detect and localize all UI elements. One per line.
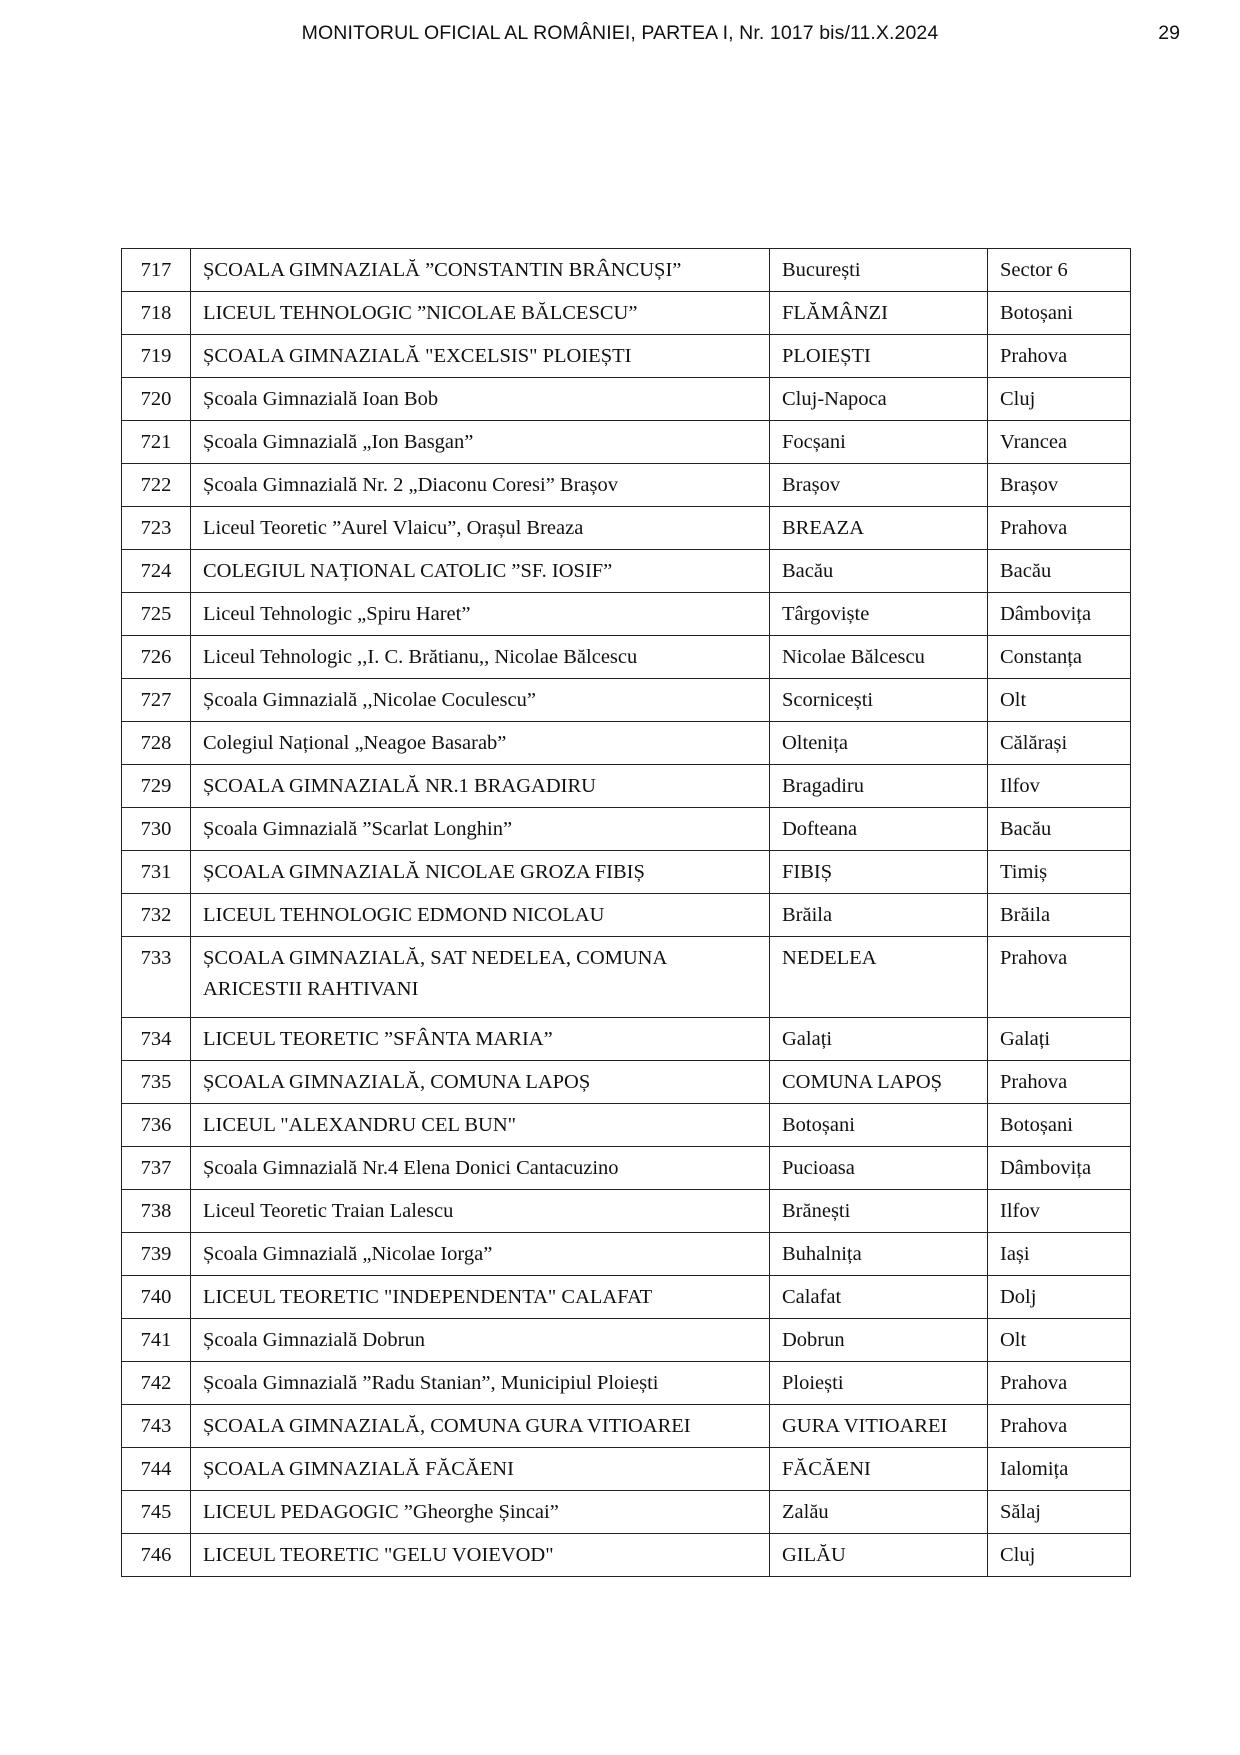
school-name-line: ȘCOALA GIMNAZIALĂ, COMUNA GURA VITIOAREI — [203, 1415, 691, 1437]
county-cell: Ilfov — [988, 1190, 1131, 1233]
row-number-cell: 743 — [122, 1405, 191, 1448]
row-number-cell: 729 — [122, 765, 191, 808]
table-row — [122, 808, 1131, 851]
table-row — [122, 1362, 1131, 1405]
row-number-cell: 736 — [122, 1104, 191, 1147]
locality-cell: PLOIEȘTI — [770, 335, 988, 378]
row-number-cell: 726 — [122, 636, 191, 679]
table-row — [122, 894, 1131, 937]
county-cell: Botoșani — [988, 1104, 1131, 1147]
locality-cell: Botoșani — [770, 1104, 988, 1147]
county-cell: Olt — [988, 1319, 1131, 1362]
table-row — [122, 1190, 1131, 1233]
county-cell: Bacău — [988, 550, 1131, 593]
row-number-cell: 719 — [122, 335, 191, 378]
table-row — [122, 292, 1131, 335]
row-number-cell: 742 — [122, 1362, 191, 1405]
row-number-cell: 731 — [122, 851, 191, 894]
row-number-cell: 733 — [122, 937, 191, 1018]
row-number-cell: 727 — [122, 679, 191, 722]
locality-cell: Scornicești — [770, 679, 988, 722]
locality-cell: FIBIȘ — [770, 851, 988, 894]
school-name-line: ARICESTII RAHTIVANI — [203, 978, 419, 1000]
county-cell: Olt — [988, 679, 1131, 722]
school-name-line: ȘCOALA GIMNAZIALĂ FĂCĂENI — [203, 1458, 514, 1480]
county-cell: Bacău — [988, 808, 1131, 851]
locality-cell: GILĂU — [770, 1534, 988, 1577]
locality-cell: Pucioasa — [770, 1147, 988, 1190]
school-name-line: Școala Gimnazială „Nicolae Iorga” — [203, 1243, 493, 1265]
school-name-cell — [191, 1276, 770, 1319]
school-name-cell — [191, 808, 770, 851]
row-number-cell: 738 — [122, 1190, 191, 1233]
table-row — [122, 507, 1131, 550]
county-cell: Prahova — [988, 1061, 1131, 1104]
school-name-cell — [191, 894, 770, 937]
school-name-line: LICEUL TEORETIC "GELU VOIEVOD" — [203, 1544, 554, 1566]
row-number-cell: 740 — [122, 1276, 191, 1319]
school-name-cell — [191, 722, 770, 765]
table-row — [122, 1405, 1131, 1448]
row-number-cell: 717 — [122, 249, 191, 292]
locality-cell: Târgoviște — [770, 593, 988, 636]
school-name-line: Liceul Tehnologic „Spiru Haret” — [203, 603, 471, 625]
county-cell: Brașov — [988, 464, 1131, 507]
school-name-cell — [191, 550, 770, 593]
table-row — [122, 1147, 1131, 1190]
locality-cell: Brănești — [770, 1190, 988, 1233]
county-cell: Prahova — [988, 335, 1131, 378]
row-number-cell: 737 — [122, 1147, 191, 1190]
school-name-cell — [191, 421, 770, 464]
county-cell: Prahova — [988, 507, 1131, 550]
school-name-cell — [191, 1190, 770, 1233]
school-name-line: Școala Gimnazială Ioan Bob — [203, 388, 439, 410]
row-number-cell: 722 — [122, 464, 191, 507]
table-row — [122, 1061, 1131, 1104]
table-row — [122, 722, 1131, 765]
schools-table-body — [122, 249, 1131, 1577]
school-name-cell — [191, 1233, 770, 1276]
row-number-cell: 732 — [122, 894, 191, 937]
county-cell: Sector 6 — [988, 249, 1131, 292]
table-row — [122, 550, 1131, 593]
table-row — [122, 636, 1131, 679]
locality-cell: Focșani — [770, 421, 988, 464]
table-row — [122, 1319, 1131, 1362]
school-name-line: Colegiul Național „Neagoe Basarab” — [203, 732, 507, 754]
school-name-cell — [191, 1104, 770, 1147]
county-cell: Ilfov — [988, 765, 1131, 808]
school-name-cell — [191, 1061, 770, 1104]
county-cell: Galați — [988, 1018, 1131, 1061]
table-row — [122, 937, 1131, 1018]
locality-cell: Calafat — [770, 1276, 988, 1319]
row-number-cell: 730 — [122, 808, 191, 851]
locality-cell: COMUNA LAPOȘ — [770, 1061, 988, 1104]
school-name-cell — [191, 679, 770, 722]
school-name-cell — [191, 1534, 770, 1577]
row-number-cell: 718 — [122, 292, 191, 335]
locality-cell: FLĂMÂNZI — [770, 292, 988, 335]
locality-cell: Oltenița — [770, 722, 988, 765]
schools-table — [121, 248, 1131, 1577]
school-name-line: Liceul Tehnologic ,,I. C. Brătianu,, Nicolae Bălcescu — [203, 646, 638, 668]
table-row — [122, 421, 1131, 464]
row-number-cell: 739 — [122, 1233, 191, 1276]
county-cell: Călărași — [988, 722, 1131, 765]
school-name-cell — [191, 378, 770, 421]
table-row — [122, 1233, 1131, 1276]
row-number-cell: 734 — [122, 1018, 191, 1061]
row-number-cell: 724 — [122, 550, 191, 593]
locality-cell: Bragadiru — [770, 765, 988, 808]
row-number-cell: 725 — [122, 593, 191, 636]
table-row — [122, 249, 1131, 292]
locality-cell: NEDELEA — [770, 937, 988, 1018]
table-row — [122, 1491, 1131, 1534]
school-name-cell — [191, 507, 770, 550]
school-name-cell — [191, 1147, 770, 1190]
row-number-cell: 744 — [122, 1448, 191, 1491]
locality-cell: Dofteana — [770, 808, 988, 851]
school-name-cell — [191, 937, 770, 1018]
school-name-cell — [191, 636, 770, 679]
locality-cell: București — [770, 249, 988, 292]
locality-cell: FĂCĂENI — [770, 1448, 988, 1491]
school-name-line: ȘCOALA GIMNAZIALĂ NR.1 BRAGADIRU — [203, 775, 596, 797]
school-name-line: LICEUL TEORETIC "INDEPENDENTA" CALAFAT — [203, 1286, 653, 1308]
school-name-line: Școala Gimnazială Nr. 2 „Diaconu Coresi” Brașov — [203, 474, 618, 496]
row-number-cell: 720 — [122, 378, 191, 421]
county-cell: Brăila — [988, 894, 1131, 937]
locality-cell: Dobrun — [770, 1319, 988, 1362]
locality-cell: Nicolae Bălcescu — [770, 636, 988, 679]
table-row — [122, 335, 1131, 378]
row-number-cell: 735 — [122, 1061, 191, 1104]
table-row — [122, 378, 1131, 421]
school-name-cell — [191, 1018, 770, 1061]
row-number-cell: 723 — [122, 507, 191, 550]
county-cell: Ialomița — [988, 1448, 1131, 1491]
school-name-cell — [191, 249, 770, 292]
school-name-line: LICEUL "ALEXANDRU CEL BUN" — [203, 1114, 517, 1136]
table-row — [122, 1448, 1131, 1491]
school-name-cell — [191, 292, 770, 335]
locality-cell: Brașov — [770, 464, 988, 507]
locality-cell: BREAZA — [770, 507, 988, 550]
school-name-cell — [191, 464, 770, 507]
county-cell: Vrancea — [988, 421, 1131, 464]
county-cell: Dâmbovița — [988, 1147, 1131, 1190]
county-cell: Dolj — [988, 1276, 1131, 1319]
school-name-line: Școala Gimnazială ”Scarlat Longhin” — [203, 818, 513, 840]
county-cell: Cluj — [988, 378, 1131, 421]
locality-cell: Galați — [770, 1018, 988, 1061]
school-name-line: Școala Gimnazială Nr.4 Elena Donici Cantacuzino — [203, 1157, 619, 1179]
school-name-line: COLEGIUL NAȚIONAL CATOLIC ”SF. IOSIF” — [203, 560, 613, 582]
school-name-cell — [191, 851, 770, 894]
school-name-cell — [191, 765, 770, 808]
school-name-line: LICEUL TEORETIC ”SFÂNTA MARIA” — [203, 1028, 553, 1050]
school-name-cell — [191, 1405, 770, 1448]
county-cell: Dâmbovița — [988, 593, 1131, 636]
locality-cell: Brăila — [770, 894, 988, 937]
county-cell: Prahova — [988, 1405, 1131, 1448]
county-cell: Cluj — [988, 1534, 1131, 1577]
table-row — [122, 1534, 1131, 1577]
row-number-cell: 746 — [122, 1534, 191, 1577]
school-name-line: ȘCOALA GIMNAZIALĂ, COMUNA LAPOȘ — [203, 1071, 591, 1093]
row-number-cell: 741 — [122, 1319, 191, 1362]
county-cell: Botoșani — [988, 292, 1131, 335]
school-name-cell — [191, 1319, 770, 1362]
school-name-line: LICEUL TEHNOLOGIC EDMOND NICOLAU — [203, 904, 605, 926]
school-name-line: Școala Gimnazială Dobrun — [203, 1329, 426, 1351]
table-row — [122, 765, 1131, 808]
school-name-cell — [191, 1362, 770, 1405]
table-row — [122, 464, 1131, 507]
school-name-line: LICEUL PEDAGOGIC ”Gheorghe Șincai” — [203, 1501, 559, 1523]
locality-cell: GURA VITIOAREI — [770, 1405, 988, 1448]
school-name-line: Școala Gimnazială ”Radu Stanian”, Municipiul Ploiești — [203, 1372, 659, 1394]
school-name-line: LICEUL TEHNOLOGIC ”NICOLAE BĂLCESCU” — [203, 302, 638, 324]
table-row — [122, 1018, 1131, 1061]
table-row — [122, 851, 1131, 894]
locality-cell: Ploiești — [770, 1362, 988, 1405]
county-cell: Prahova — [988, 937, 1131, 1018]
school-name-line: ȘCOALA GIMNAZIALĂ ”CONSTANTIN BRÂNCUȘI” — [203, 259, 682, 281]
row-number-cell: 745 — [122, 1491, 191, 1534]
school-name-line: ȘCOALA GIMNAZIALĂ, SAT NEDELEA, COMUNA — [203, 947, 668, 969]
locality-cell: Bacău — [770, 550, 988, 593]
school-name-line: Școala Gimnazială ,,Nicolae Coculescu” — [203, 689, 536, 711]
county-cell: Constanța — [988, 636, 1131, 679]
county-cell: Timiș — [988, 851, 1131, 894]
county-cell: Prahova — [988, 1362, 1131, 1405]
school-name-cell — [191, 1448, 770, 1491]
locality-cell: Cluj-Napoca — [770, 378, 988, 421]
school-name-line: Liceul Teoretic Traian Lalescu — [203, 1200, 454, 1222]
school-name-line: Școala Gimnazială „Ion Basgan” — [203, 431, 474, 453]
row-number-cell: 728 — [122, 722, 191, 765]
school-name-line: ȘCOALA GIMNAZIALĂ "EXCELSIS" PLOIEȘTI — [203, 345, 632, 367]
locality-cell: Zalău — [770, 1491, 988, 1534]
page-number: 29 — [1158, 22, 1180, 44]
table-row — [122, 679, 1131, 722]
school-name-cell — [191, 335, 770, 378]
row-number-cell: 721 — [122, 421, 191, 464]
county-cell: Iași — [988, 1233, 1131, 1276]
county-cell: Sălaj — [988, 1491, 1131, 1534]
table-row — [122, 1104, 1131, 1147]
locality-cell: Buhalnița — [770, 1233, 988, 1276]
table-row — [122, 593, 1131, 636]
school-name-cell — [191, 1491, 770, 1534]
table-row — [122, 1276, 1131, 1319]
school-name-line: Liceul Teoretic ”Aurel Vlaicu”, Orașul Breaza — [203, 517, 584, 539]
school-name-cell — [191, 593, 770, 636]
school-name-line: ȘCOALA GIMNAZIALĂ NICOLAE GROZA FIBIȘ — [203, 861, 645, 883]
page-header-title: MONITORUL OFICIAL AL ROMÂNIEI, PARTEA I, Nr. 1017 bis/11.X.2024 — [301, 22, 939, 44]
